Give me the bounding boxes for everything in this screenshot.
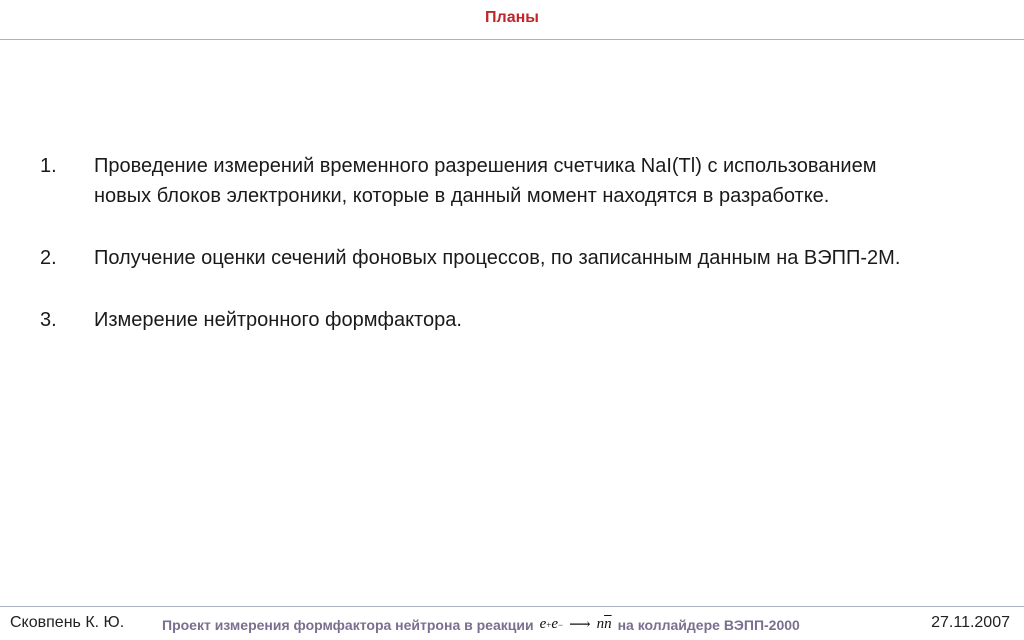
plan-list xyxy=(40,151,920,367)
formula-electron: e xyxy=(551,616,558,632)
formula-electron: e xyxy=(539,616,547,632)
list-item-number: 3. xyxy=(40,309,57,331)
footer-project-suffix: на коллайдере ВЭПП-2000 xyxy=(617,616,800,633)
formula-arrow: ⟶ xyxy=(569,617,591,633)
reaction-formula xyxy=(540,615,612,634)
bottom-divider xyxy=(0,606,1024,607)
slide-title: Планы xyxy=(485,9,539,26)
footer-author: Сковпень К. Ю. xyxy=(10,614,125,631)
formula-neutron: n xyxy=(596,616,605,632)
formula-minus: − xyxy=(557,619,564,630)
list-item-number: 1. xyxy=(40,155,57,177)
footer-project-prefix: Проект измерения формфактора нейтрона в реакции xyxy=(162,616,534,633)
list-item-text: Измерение нейтронного формфактора. xyxy=(94,309,462,331)
top-divider xyxy=(0,39,1024,40)
list-item-text: Получение оценки сечений фоновых процессов, по записанным данным на ВЭПП-2М. xyxy=(94,247,901,269)
footer-date: 27.11.2007 xyxy=(931,614,1010,631)
list-item xyxy=(40,243,920,273)
formula-plus: + xyxy=(546,619,552,630)
list-item xyxy=(40,305,920,335)
footer-project-title xyxy=(162,615,800,634)
list-item-number: 2. xyxy=(40,247,57,269)
formula-antineutron: $\overline{n}$ xyxy=(604,616,612,632)
list-item-text: Проведение измерений временного разрешения счетчика NaI(Tl) с использованием новых блоков электроники, которые в данный момент находятся в разработке. xyxy=(94,155,877,207)
list-item xyxy=(40,151,920,211)
